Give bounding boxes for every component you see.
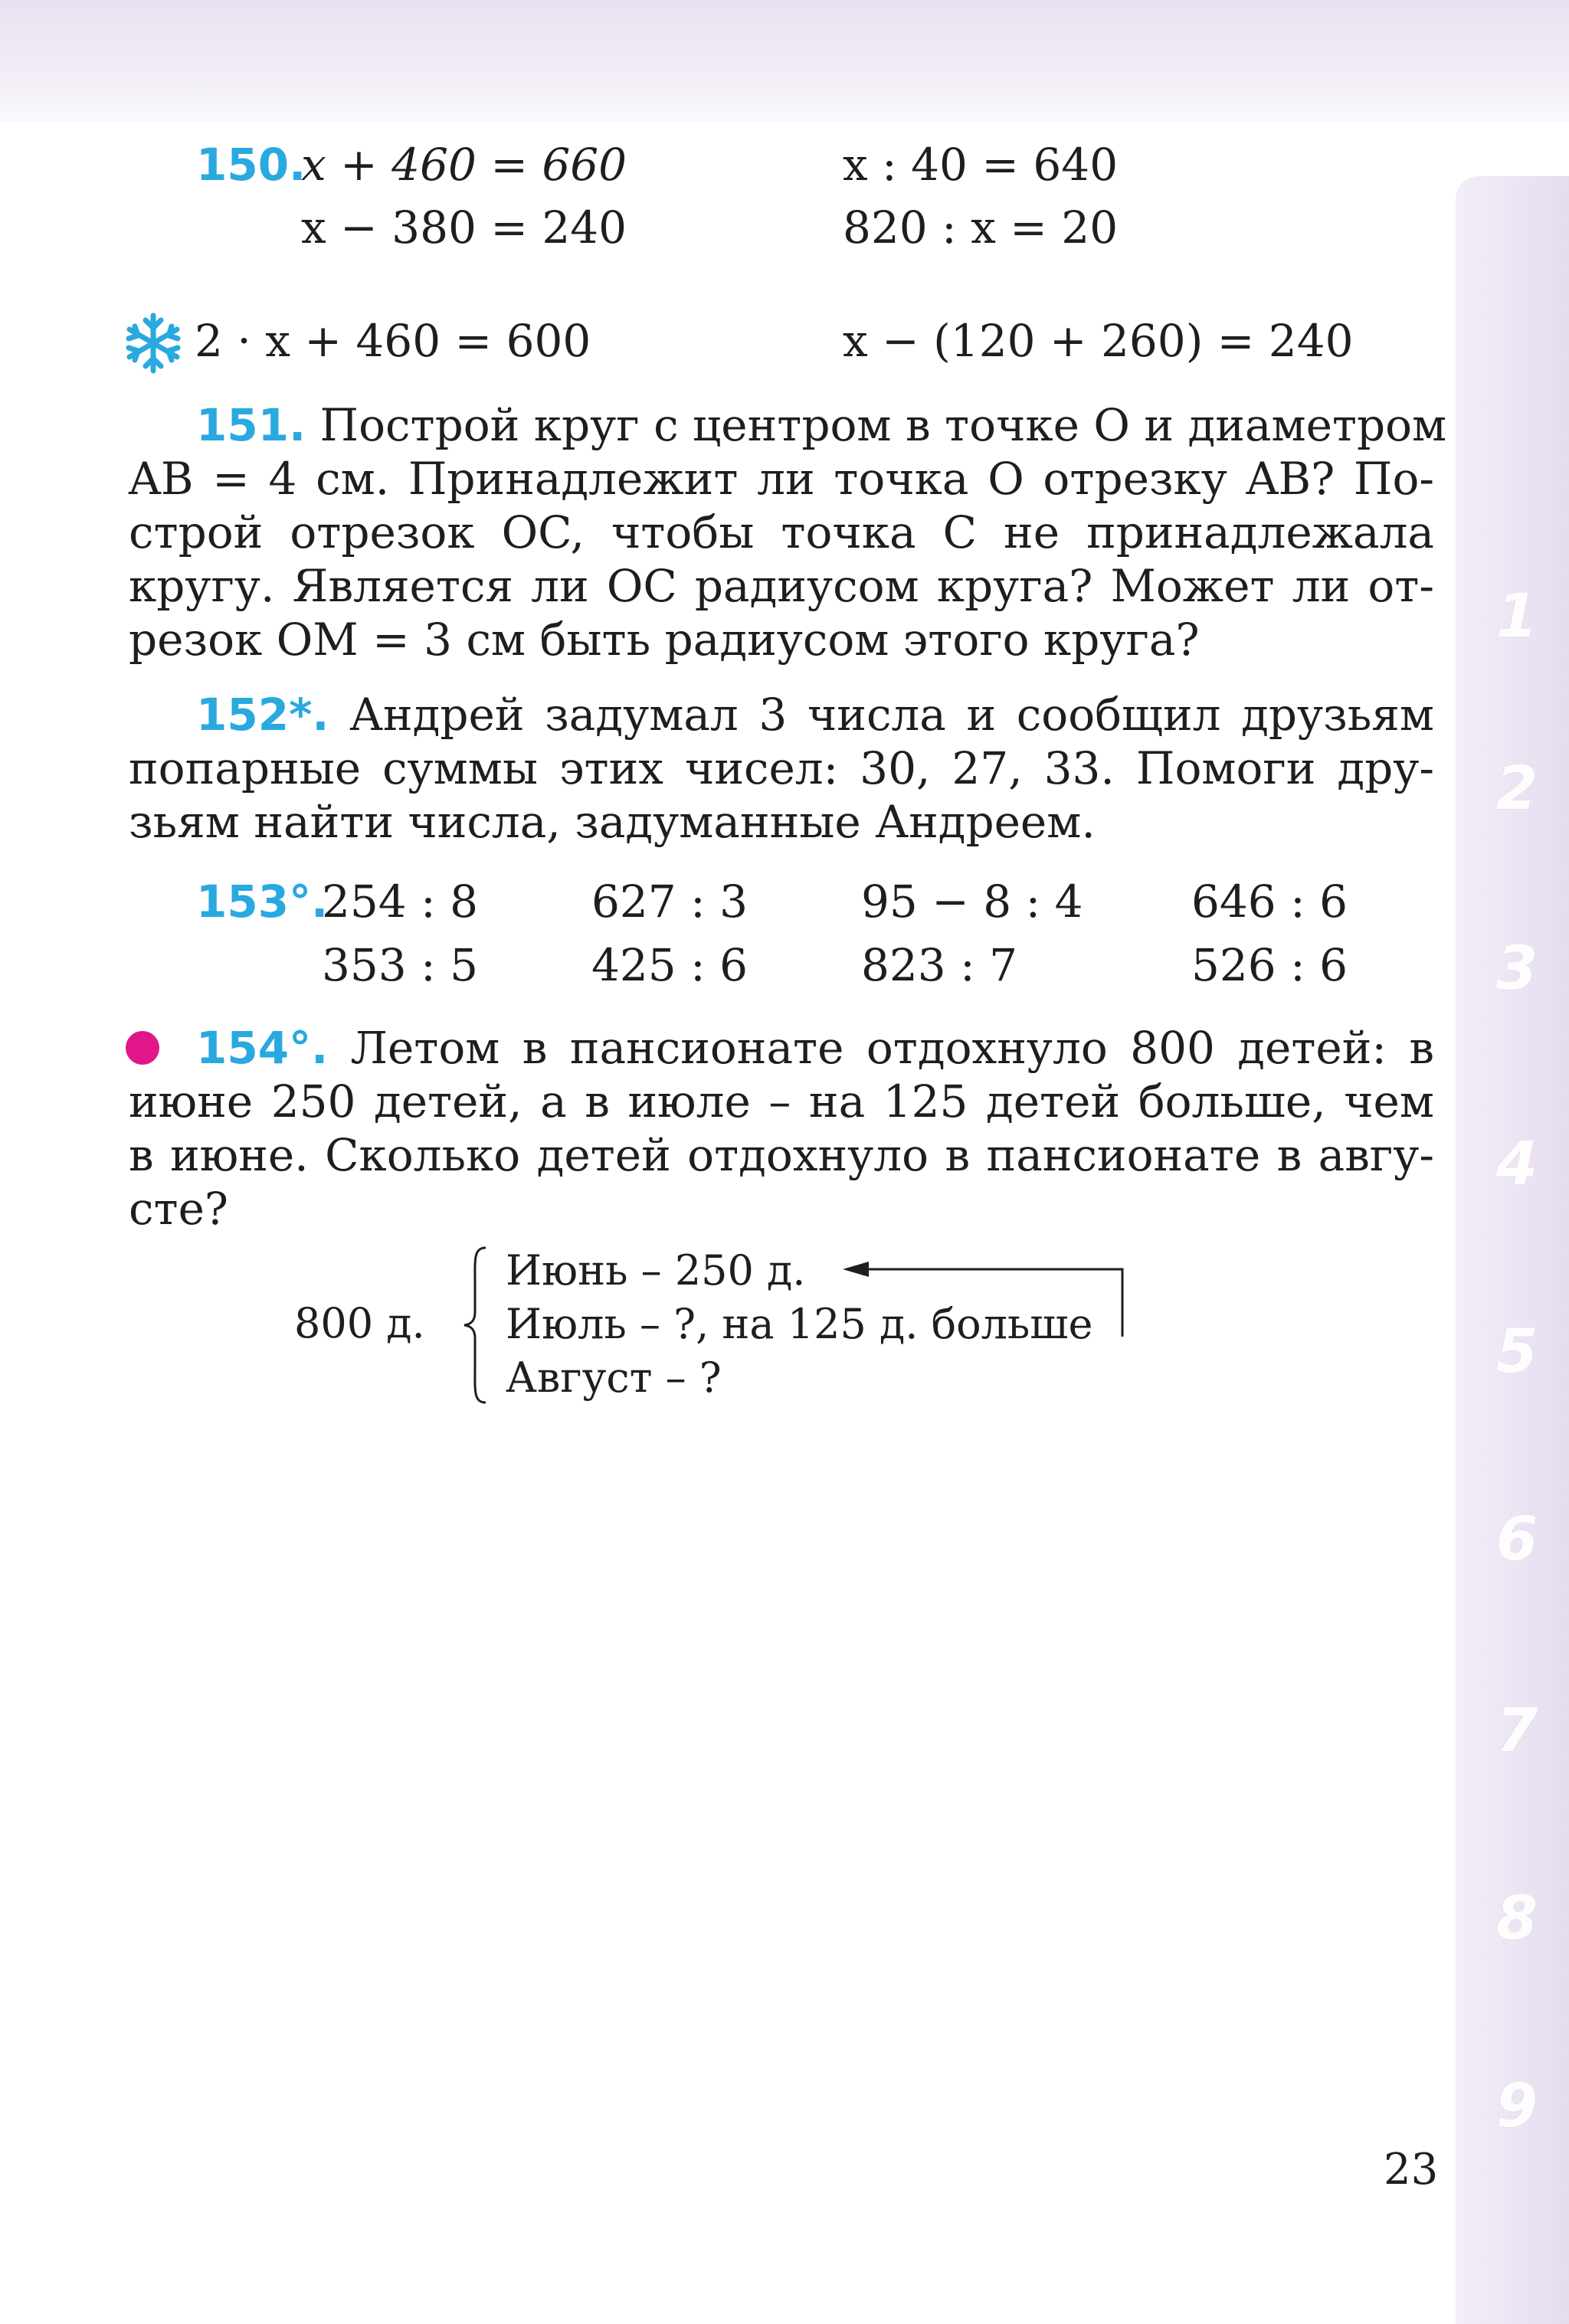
exercise-151-line-2: AB = 4 см. Принадлежит ли точка O отрезку AB? По- xyxy=(129,453,1434,505)
exercise-154 xyxy=(129,1021,1434,1236)
exercise-153-r1c3: 95 − 8 : 4 xyxy=(861,876,1083,928)
exercise-153-r2c4: 526 : 6 xyxy=(1191,939,1348,991)
exercise-150-eq3: x : 40 = 640 xyxy=(843,139,1119,191)
exercise-153-r2c1: 353 : 5 xyxy=(322,939,479,991)
snowflake-icon xyxy=(123,313,184,374)
exercise-150-eq2: x − 380 = 240 xyxy=(301,201,627,254)
exercise-153-r1c1: 254 : 8 xyxy=(322,876,479,928)
exercise-151 xyxy=(129,398,1447,666)
exercise-152 xyxy=(129,688,1434,849)
exercise-151-line-5: резок OM = 3 см быть радиусом этого круга? xyxy=(129,614,1200,666)
exercise-154-line-4: сте? xyxy=(129,1183,228,1235)
chapter-tab-2[interactable]: 2 xyxy=(1495,754,1538,823)
star-task-eq2: x − (120 + 260) = 240 xyxy=(843,315,1354,367)
exercise-151-line-4: кругу. Является ли OC радиусом круга? Может ли от- xyxy=(129,560,1434,612)
exercise-152-number: 152*. xyxy=(196,689,329,741)
chapter-tab-1[interactable]: 1 xyxy=(1495,582,1538,651)
curly-brace-icon xyxy=(460,1245,490,1406)
exercise-153-number: 153°. xyxy=(196,876,329,928)
exercise-153-r2c3: 823 : 7 xyxy=(861,939,1018,991)
chapter-tab-3[interactable]: 3 xyxy=(1495,935,1538,1003)
exercise-153-r1c4: 646 : 6 xyxy=(1191,876,1348,928)
page-number: 23 xyxy=(1384,2145,1439,2195)
exercise-151-line-1: 151. Построй круг с центром в точке O и диаметром xyxy=(196,399,1447,451)
star-task-eq1: 2 · x + 460 = 600 xyxy=(195,315,591,367)
scheme-total: 800 д. xyxy=(294,1299,425,1347)
exercise-153-r1c2: 627 : 3 xyxy=(591,876,748,928)
exercise-150-eq4: 820 : x = 20 xyxy=(843,201,1119,254)
exercise-154-line-3: в июне. Сколько детей отдохнуло в пансионате в авгу- xyxy=(129,1129,1434,1181)
chapter-tab-7[interactable]: 7 xyxy=(1495,1697,1538,1766)
exercise-153-r2c2: 425 : 6 xyxy=(591,939,748,991)
exercise-154-line-2: июне 250 детей, а в июле – на 125 детей больше, чем xyxy=(129,1075,1434,1128)
exercise-151-number: 151. xyxy=(196,399,306,451)
scheme-august: Август – ? xyxy=(506,1353,722,1402)
exercise-152-line-1: 152*. Андрей задумал 3 числа и сообщил друзьям xyxy=(196,689,1435,741)
exercise-154-number: 154°. xyxy=(196,1022,329,1074)
scheme-july: Июль – ?, на 125 д. больше xyxy=(506,1300,1093,1348)
chapter-sidebar xyxy=(1456,176,1569,2324)
chapter-tab-5[interactable]: 5 xyxy=(1495,1317,1538,1386)
chapter-tab-6[interactable]: 6 xyxy=(1495,1505,1538,1574)
top-band xyxy=(0,0,1569,123)
exercise-150-number: 150. xyxy=(196,139,306,191)
arrow-connector-icon xyxy=(835,1256,1134,1340)
exercise-152-line-2: попарные суммы этих чисел: 30, 27, 33. Помоги дру- xyxy=(129,742,1434,794)
chapter-tab-4[interactable]: 4 xyxy=(1495,1130,1538,1199)
exercise-154-line-1: 154°. Летом в пансионате отдохнуло 800 детей: в xyxy=(196,1022,1434,1074)
exercise-151-line-3: строй отрезок OC, чтобы точка C не принадлежала xyxy=(129,506,1434,558)
exercise-152-line-3: зьям найти числа, задуманные Андреем. xyxy=(129,796,1096,848)
scheme-june: Июнь – 250 д. xyxy=(506,1246,806,1295)
chapter-tab-8[interactable]: 8 xyxy=(1495,1884,1538,1953)
exercise-150-eq1: x + 460 = 660 xyxy=(301,139,627,191)
chapter-tab-9[interactable]: 9 xyxy=(1495,2072,1538,2141)
